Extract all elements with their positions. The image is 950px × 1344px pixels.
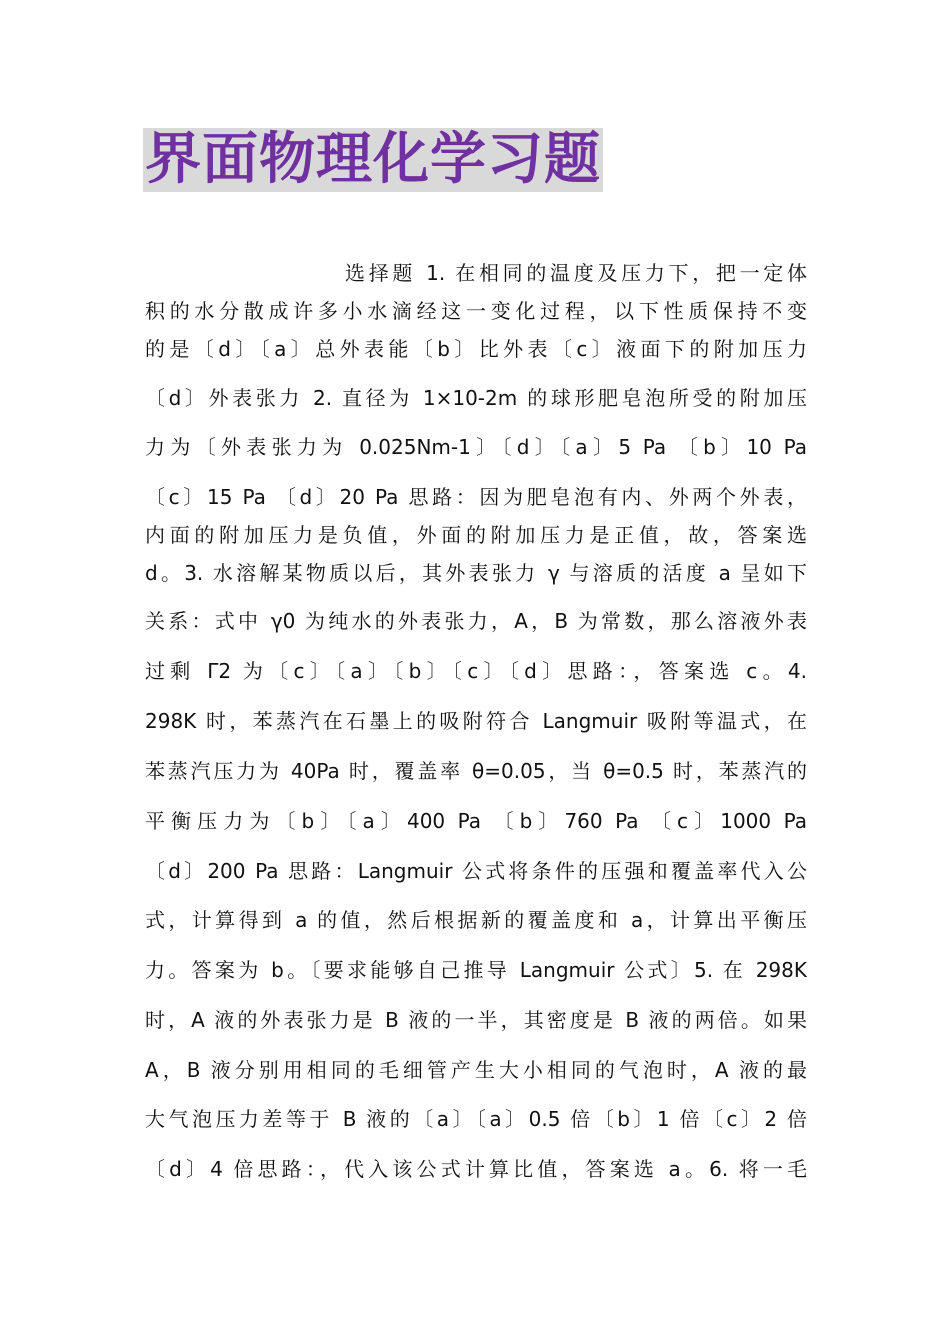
text-line: 式，计算得到 a 的值，然后根据新的覆盖度和 a，计算出平衡压 [145,908,807,932]
text-line: 苯蒸汽压力为 40Pa 时，覆盖率 θ=0.05，当 θ=0.5 时，苯蒸汽的 [145,759,807,783]
text-line: 选择题 1. 在相同的温度及压力下，把一定体 [345,261,807,285]
text-line: 力为〔外表张力为 0.025Nm-1〕〔d〕〔a〕5 Pa 〔b〕10 Pa [145,435,807,459]
text-line: 积的水分散成许多小水滴经这一变化过程，以下性质保持不变 [145,299,807,323]
text-line: 〔d〕外表张力 2. 直径为 1×10-2m 的球形肥皂泡所受的附加压 [145,386,807,410]
text-line: A，B 液分别用相同的毛细管产生大小相同的气泡时，A 液的最 [145,1058,807,1082]
text-line: 平衡压力为〔b〕〔a〕400 Pa 〔b〕760 Pa 〔c〕1000 Pa [145,809,807,833]
text-line: 298K 时，苯蒸汽在石墨上的吸附符合 Langmuir 吸附等温式，在 [145,709,807,733]
document-title: 界面物理化学习题 [145,127,601,192]
text-line: 〔c〕15 Pa 〔d〕20 Pa 思路：因为肥皂泡有内、外两个外表， [145,485,807,509]
text-line: 内面的附加压力是负值，外面的附加压力是正值，故，答案选 [145,523,807,547]
text-line: 大气泡压力差等于 B 液的〔a〕〔a〕0.5 倍〔b〕1 倍〔c〕2 倍 [145,1107,807,1131]
text-line: 〔d〕200 Pa 思路：Langmuir 公式将条件的压强和覆盖率代入公 [145,859,807,883]
text-line: 过剩 Γ2 为〔c〕〔a〕〔b〕〔c〕〔d〕思路：，答案选 c。4. [145,659,807,683]
text-line: 力。答案为 b。〔要求能够自己推导 Langmuir 公式〕5. 在 298K [145,958,807,982]
text-line: 时，A 液的外表张力是 B 液的一半，其密度是 B 液的两倍。如果 [145,1008,807,1032]
text-line: d。3. 水溶解某物质以后，其外表张力 γ 与溶质的活度 a 呈如下 [145,561,807,585]
text-line: 的是〔d〕〔a〕总外表能〔b〕比外表〔c〕液面下的附加压力 [145,337,807,361]
text-line: 〔d〕4 倍思路：，代入该公式计算比值，答案选 a。6. 将一毛 [145,1157,807,1181]
text-line: 关系：式中 γ0 为纯水的外表张力，A，B 为常数，那么溶液外表 [145,609,807,633]
